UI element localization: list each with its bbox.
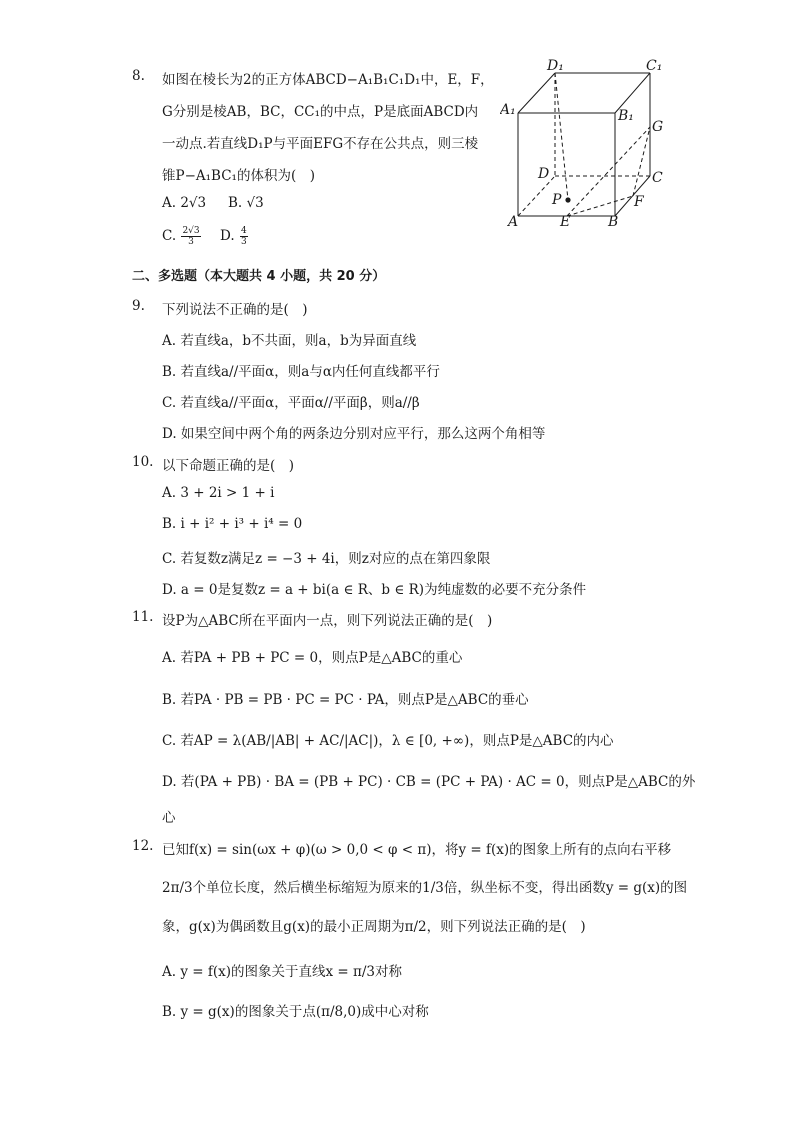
question-number: 8.: [132, 68, 145, 84]
q10-option-b[interactable]: B. i + i² + i³ + i⁴ = 0: [162, 516, 303, 532]
cube-figure: [500, 58, 675, 228]
q10-option-d[interactable]: D. a = 0是复数z = a + bi(a ∈ R、b ∈ R)为纯虚数的必要不充分条件: [162, 582, 587, 598]
question-number: 11.: [132, 609, 154, 625]
q11-option-d-continued: 心: [162, 810, 176, 826]
q12-stem-line-3: 象，g(x)为偶函数且g(x)的最小正周期为π/2，则下列说法正确的是( ): [162, 919, 586, 935]
q9-stem: 下列说法不正确的是( ): [162, 302, 308, 318]
q8-option-a[interactable]: A. 2√3: [162, 195, 207, 211]
fraction: $\frac{4}{3}$: [240, 226, 247, 247]
q11-option-b[interactable]: B. 若PA · PB = PB · PC = PC · PA，则点P是△ABC的垂心: [162, 692, 529, 708]
q8-option-d[interactable]: [220, 226, 249, 247]
fraction: $\frac{2√3}{3}$: [182, 226, 200, 247]
label-B: B: [608, 214, 619, 228]
q12-option-a[interactable]: A. y = f(x)的图象关于直线x = π/3对称: [162, 964, 403, 980]
option-label: C.: [162, 228, 177, 244]
label-D: D: [538, 166, 550, 182]
q11-option-c[interactable]: C. 若AP = λ(AB/|AB| + AC/|AC|)，λ ∈ [0, +∞)，则点P是△ABC的内心: [162, 733, 614, 749]
question-number: 12.: [132, 838, 154, 854]
q11-option-a[interactable]: A. 若PA + PB + PC = 0，则点P是△ABC的重心: [162, 650, 463, 666]
label-F: F: [634, 194, 644, 210]
q8-option-c[interactable]: [162, 226, 202, 247]
q10-option-c[interactable]: C. 若复数z满足z = −3 + 4i，则z对应的点在第四象限: [162, 551, 491, 567]
label-A1: A₁: [500, 102, 516, 118]
question-number: 9.: [132, 298, 145, 314]
q11-option-d[interactable]: D. 若(PA + PB) · BA = (PB + PC) · CB = (PC + PA) · AC = 0，则点P是△ABC的外: [162, 774, 696, 790]
q8-stem-line-4: 锥P−A₁BC₁的体积为( ): [162, 168, 316, 184]
label-A: A: [508, 214, 519, 228]
label-G: G: [652, 119, 664, 135]
q9-option-d[interactable]: D. 如果空间中两个角的两条边分别对应平行，那么这两个角相等: [162, 426, 546, 442]
question-number: 10.: [132, 454, 154, 470]
q8-stem-line-3: 一动点.若直线D₁P与平面EFG不存在公共点，则三棱: [162, 136, 479, 152]
q10-option-a[interactable]: A. 3 + 2i > 1 + i: [162, 485, 275, 501]
q8-stem-line-1: 如图在棱长为2的正方体ABCD−A₁B₁C₁D₁中，E，F，: [162, 72, 494, 88]
label-P: P: [552, 192, 562, 208]
q12-stem-line-2: 2π/3个单位长度，然后横坐标缩短为原来的1/3倍，纵坐标不变，得出函数y = g(x)的图: [162, 880, 688, 896]
label-C1: C₁: [646, 58, 663, 74]
q8-option-b[interactable]: B. √3: [228, 195, 264, 211]
option-label: D.: [220, 228, 235, 244]
q9-option-a[interactable]: A. 若直线a，b不共面，则a，b为异面直线: [162, 333, 417, 349]
q8-stem-line-2: G分别是棱AB，BC，CC₁的中点，P是底面ABCD内: [162, 104, 479, 120]
label-D1: D₁: [547, 58, 564, 74]
label-C: C: [652, 170, 663, 186]
q9-option-c[interactable]: C. 若直线a//平面α，平面α//平面β，则a//β: [162, 395, 420, 411]
label-E: E: [560, 214, 571, 228]
q12-stem-line-1: 已知f(x) = sin(ωx + φ)(ω > 0,0 < φ < π)，将y = f(x)的图象上所有的点向右平移: [162, 842, 672, 858]
q9-option-b[interactable]: B. 若直线a//平面α，则a与α内任何直线都平行: [162, 364, 440, 380]
label-B1: B₁: [618, 108, 634, 124]
q12-option-b[interactable]: B. y = g(x)的图象关于点(π/8,0)成中心对称: [162, 1004, 429, 1020]
q10-stem: 以下命题正确的是( ): [162, 458, 295, 474]
q11-stem: 设P为△ABC所在平面内一点，则下列说法正确的是( ): [162, 613, 493, 629]
section-heading: 二、多选题（本大题共 4 小题，共 20 分）: [132, 269, 386, 284]
